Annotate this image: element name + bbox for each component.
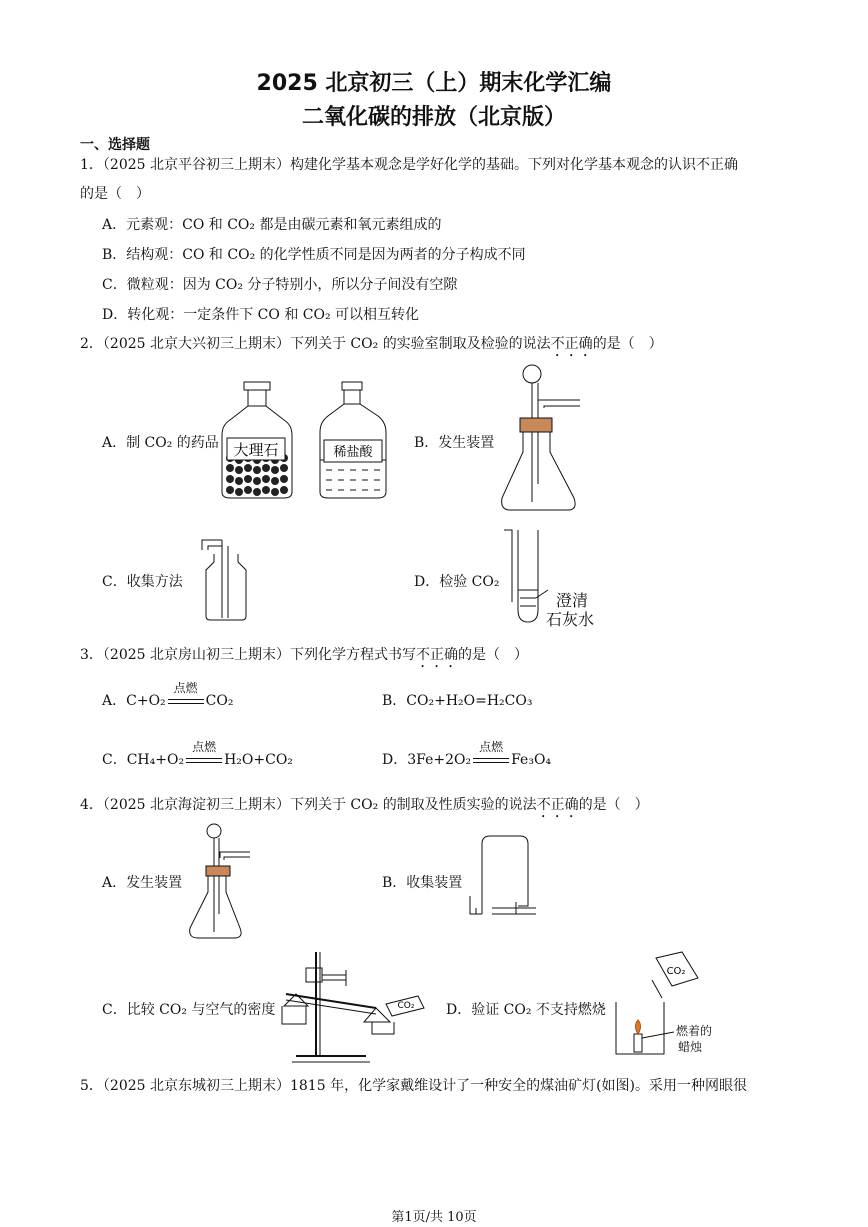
generator-flask-figure xyxy=(498,362,588,514)
balance-co2-label: CO₂ xyxy=(397,1001,415,1011)
q1-option-a: A．元素观：CO 和 CO₂ 都是由碳元素和氧元素组成的 xyxy=(102,217,442,233)
q2-stem: 2．（2025 北京大兴初三上期末）下列关于 CO₂ 的实验室制取及检验的说法不正确的是（ ） xyxy=(80,336,663,352)
q2-option-b: B．发生装置 xyxy=(414,435,495,451)
q1-option-b: B．结构观：CO 和 CO₂ 的化学性质不同是因为两者的分子构成不同 xyxy=(102,247,526,263)
limewater-label-line2: 石灰水 xyxy=(546,610,595,629)
gas-collection-bottle-figure xyxy=(200,536,260,622)
q2-option-a: A．制 CO₂ 的药品 xyxy=(102,435,219,451)
limewater-label-line1: 澄清 xyxy=(556,591,589,610)
q4-option-b: B．收集装置 xyxy=(382,875,463,891)
hydrochloric-acid-label: 稀盐酸 xyxy=(333,445,373,460)
burning-candle-label-line2: 蜡烛 xyxy=(678,1040,703,1054)
reagent-bottles-figure xyxy=(218,380,398,505)
document-subtitle: 二氧化碳的排放（北京版） xyxy=(301,105,566,130)
balance-figure xyxy=(276,946,436,1068)
candle-beaker-figure xyxy=(612,950,722,1060)
beaker-co2-label: CO₂ xyxy=(666,966,686,977)
q1-stem-line1: 1．（2025 北京平谷初三上期末）构建化学基本观念是学好化学的基础。下列对化学基本观念的认识不正确 xyxy=(80,157,738,173)
q3-option-d: D．3Fe+2O₂ 点燃 Fe₃O₄ xyxy=(382,740,552,768)
q5-stem-line1: 5．（2025 北京东城初三上期末）1815 年，化学家戴维设计了一种安全的煤油矿灯(如图)。采用一种网眼很 xyxy=(80,1078,747,1094)
q4-generator-flask-figure xyxy=(188,822,260,940)
q4-option-a: A．发生装置 xyxy=(102,875,183,891)
q1-stem-line2: 的是（ ） xyxy=(80,186,150,202)
marble-label: 大理石 xyxy=(233,441,279,459)
q3-option-c: C．CH₄+O₂ 点燃 H₂O+CO₂ xyxy=(102,740,293,768)
section-heading: 一、选择题 xyxy=(80,137,150,153)
q4-option-c: C．比较 CO₂ 与空气的密度 xyxy=(102,1002,276,1018)
q2-option-d: D．检验 CO₂ xyxy=(414,574,500,590)
q3-stem: 3．（2025 北京房山初三上期末）下列化学方程式书写不正确的是（ ） xyxy=(80,647,528,663)
q4-stem: 4．（2025 北京海淀初三上期末）下列关于 CO₂ 的制取及性质实验的说法不正确的是（ ） xyxy=(80,797,649,813)
q1-option-c: C．微粒观：因为 CO₂ 分子特别小，所以分子间没有空隙 xyxy=(102,277,458,293)
q4-collection-bottle-figure xyxy=(468,832,540,922)
q4-option-d: D．验证 CO₂ 不支持燃烧 xyxy=(446,1002,606,1018)
q1-option-d: D．转化观：一定条件下 CO 和 CO₂ 可以相互转化 xyxy=(102,307,420,323)
document-title: 2025 北京初三（上）期末化学汇编 xyxy=(256,71,612,96)
page-number: 第1页/共 10页 xyxy=(391,1210,477,1225)
q2-option-c: C．收集方法 xyxy=(102,574,183,590)
q3-option-b: B．CO₂+H₂O=H₂CO₃ xyxy=(382,693,533,709)
burning-candle-label-line1: 燃着的 xyxy=(676,1024,713,1038)
q3-option-a: A．C+O₂ 点燃 CO₂ xyxy=(102,681,234,709)
